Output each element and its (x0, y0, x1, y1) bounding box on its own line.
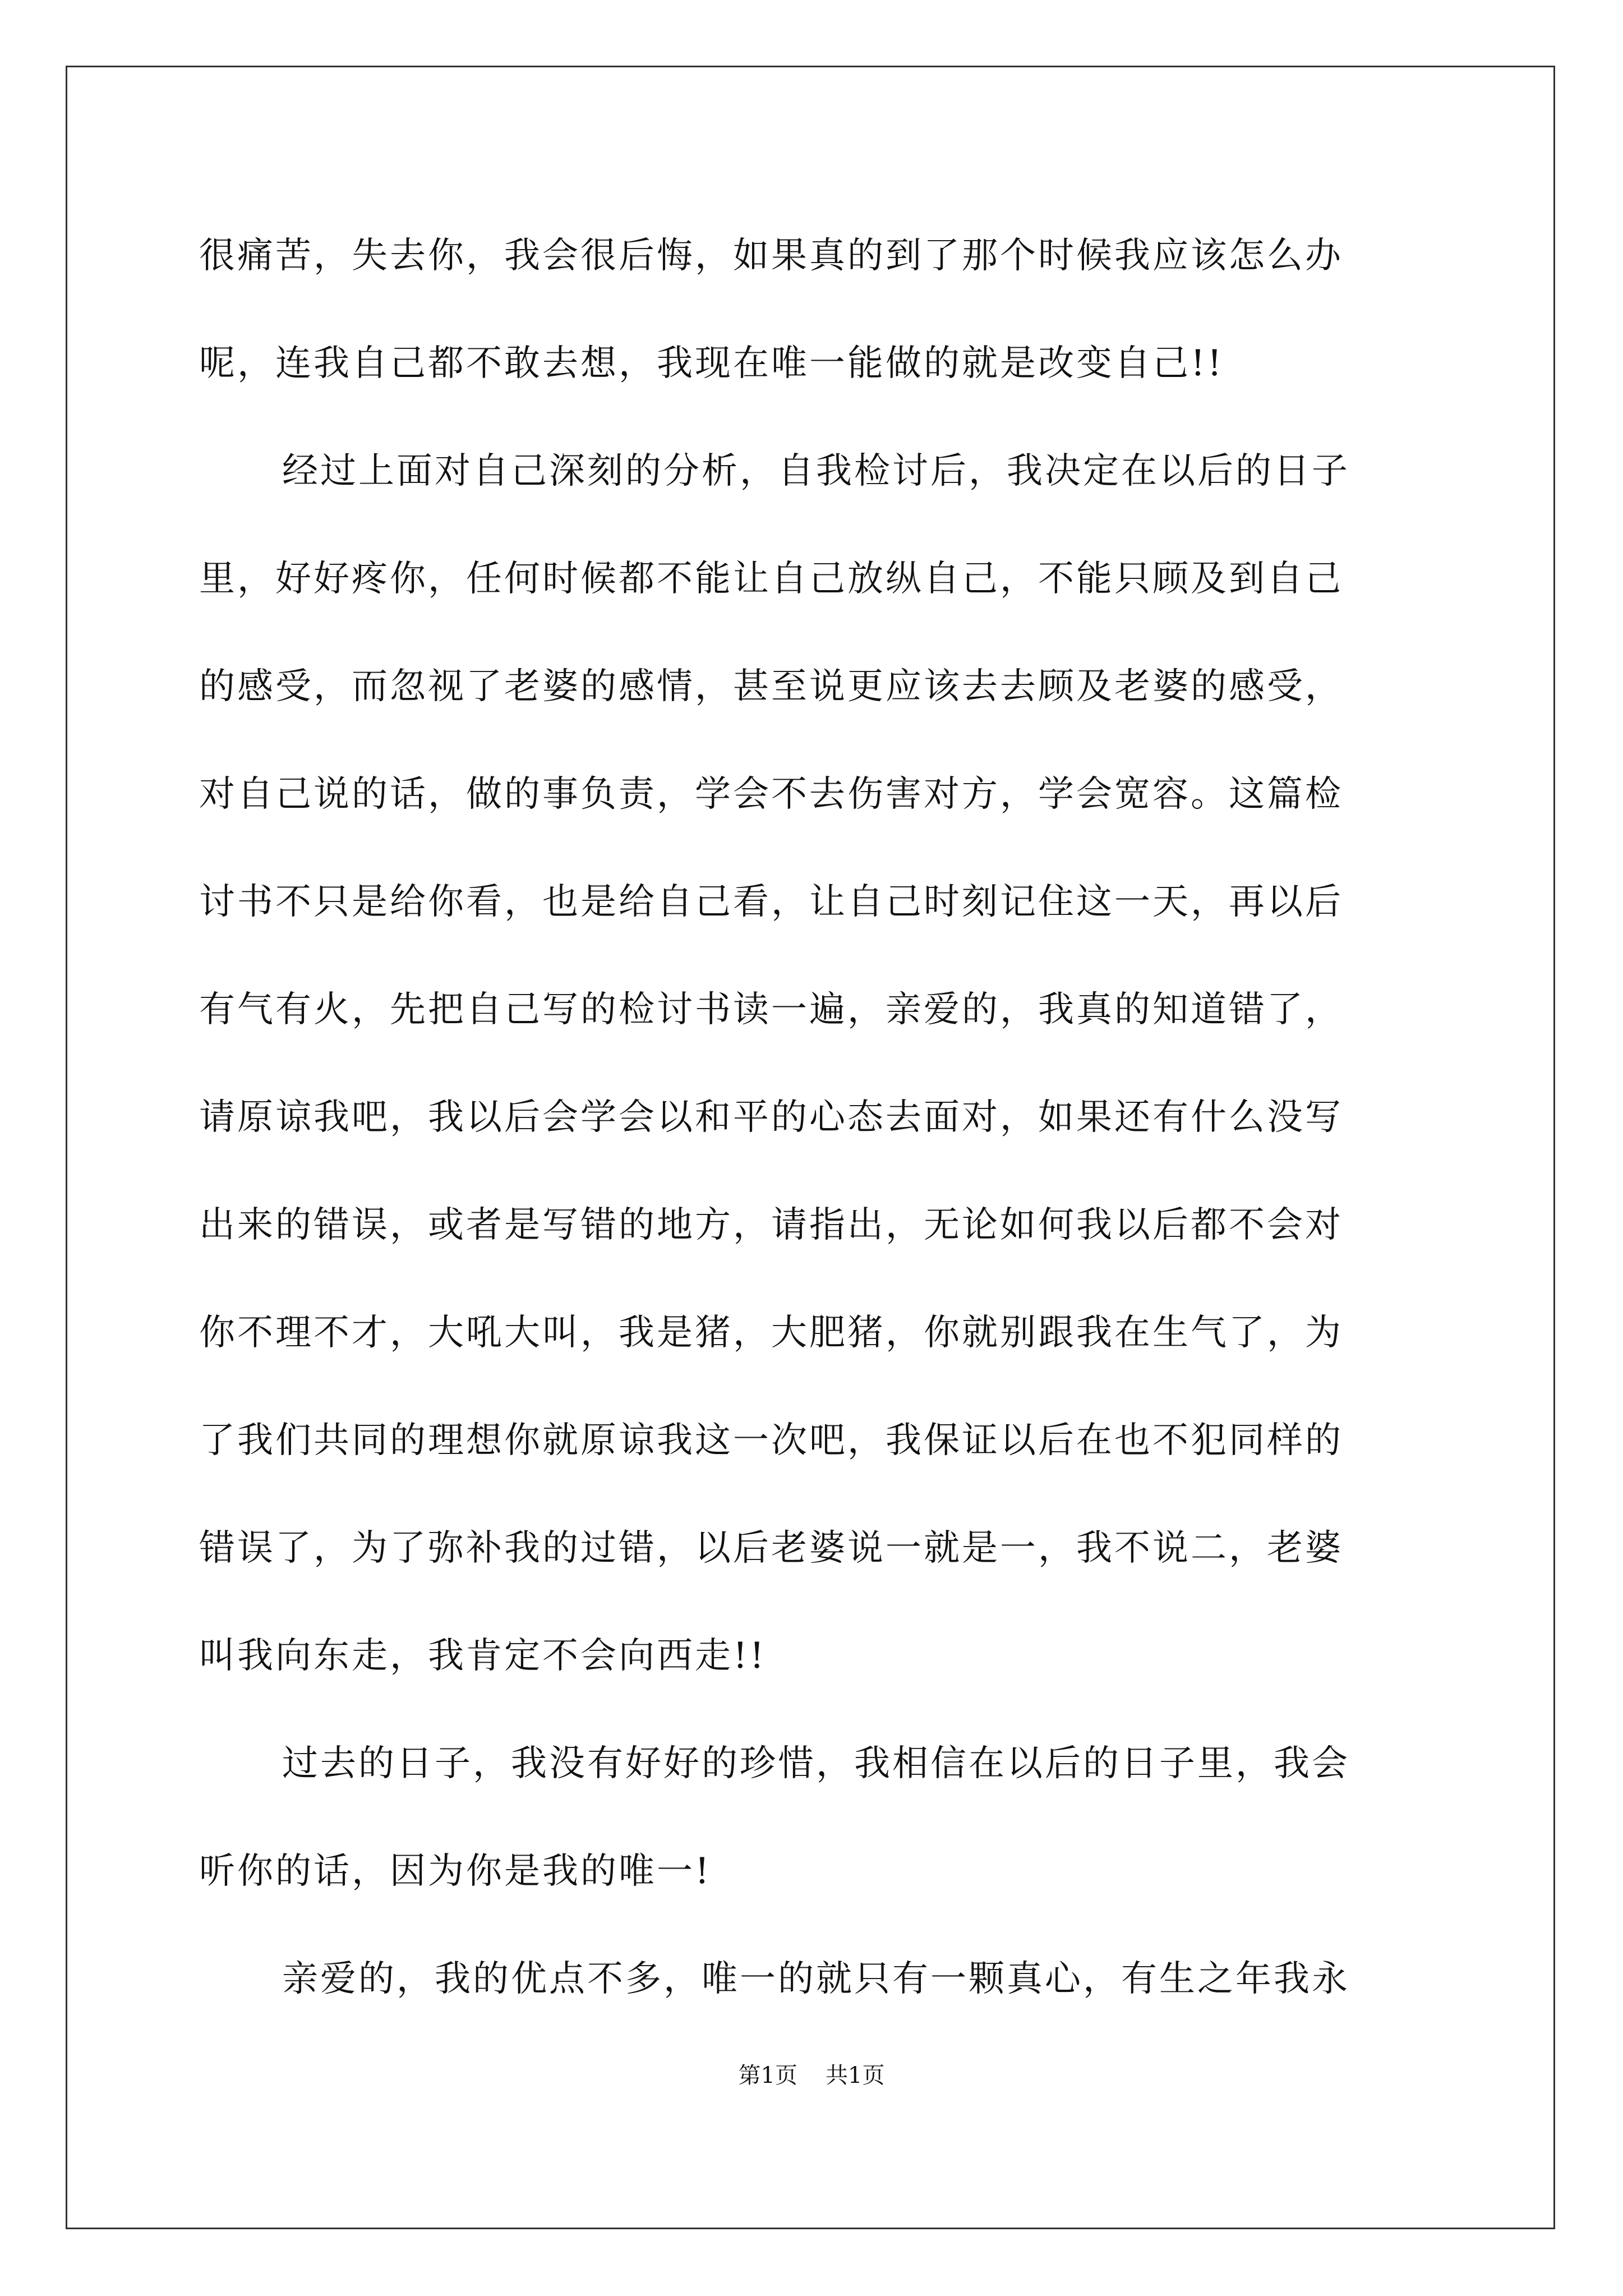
text-line: 听你的话，因为你是我的唯一! (199, 1851, 712, 1892)
text-line: 很痛苦，失去你，我会很后悔，如果真的到了那个时候我应该怎么办 (199, 235, 1343, 277)
text-line: 叫我向东走，我肯定不会向西走!! (199, 1635, 767, 1677)
text-line: 请原谅我吧，我以后会学会以和平的心态去面对，如果还有什么没写 (199, 1097, 1343, 1138)
text-line: 过去的日子，我没有好好的珍惜，我相信在以后的日子里，我会 (282, 1743, 1350, 1784)
page-count: 共1页 (826, 2063, 885, 2088)
text-line: 有气有火，先把自己写的检讨书读一遍，亲爱的，我真的知道错了， (199, 989, 1343, 1030)
text-line: 里，好好疼你，任何时候都不能让自己放纵自己，不能只顾及到自己 (199, 558, 1343, 600)
text-line: 讨书不只是给你看，也是给自己看，让自己时刻记住这一天，再以后 (199, 881, 1343, 923)
page-footer (0, 2059, 1623, 2092)
text-line: 呢，连我自己都不敢去想，我现在唯一能做的就是改变自己!! (199, 343, 1224, 384)
text-line: 你不理不才，大吼大叫，我是猪，大肥猪，你就别跟我在生气了，为 (199, 1312, 1343, 1354)
text-line: 错误了，为了弥补我的过错，以后老婆说一就是一，我不说二，老婆 (199, 1527, 1343, 1569)
document-body (199, 202, 1433, 2033)
text-line: 经过上面对自己深刻的分析，自我检讨后，我决定在以后的日子 (282, 450, 1350, 492)
text-line: 对自己说的话，做的事负责，学会不去伤害对方，学会宽容。这篇检 (199, 774, 1343, 815)
text-line: 亲爱的，我的优点不多，唯一的就只有一颗真心，有生之年我永 (282, 1958, 1350, 2000)
text-line: 的感受，而忽视了老婆的感情，甚至说更应该去去顾及老婆的感受， (199, 666, 1343, 707)
text-line: 了我们共同的理想你就原谅我这一次吧，我保证以后在也不犯同样的 (199, 1420, 1343, 1461)
text-line: 出来的错误，或者是写错的地方，请指出，无论如何我以后都不会对 (199, 1204, 1343, 1246)
page-number: 第1页 (738, 2063, 797, 2088)
